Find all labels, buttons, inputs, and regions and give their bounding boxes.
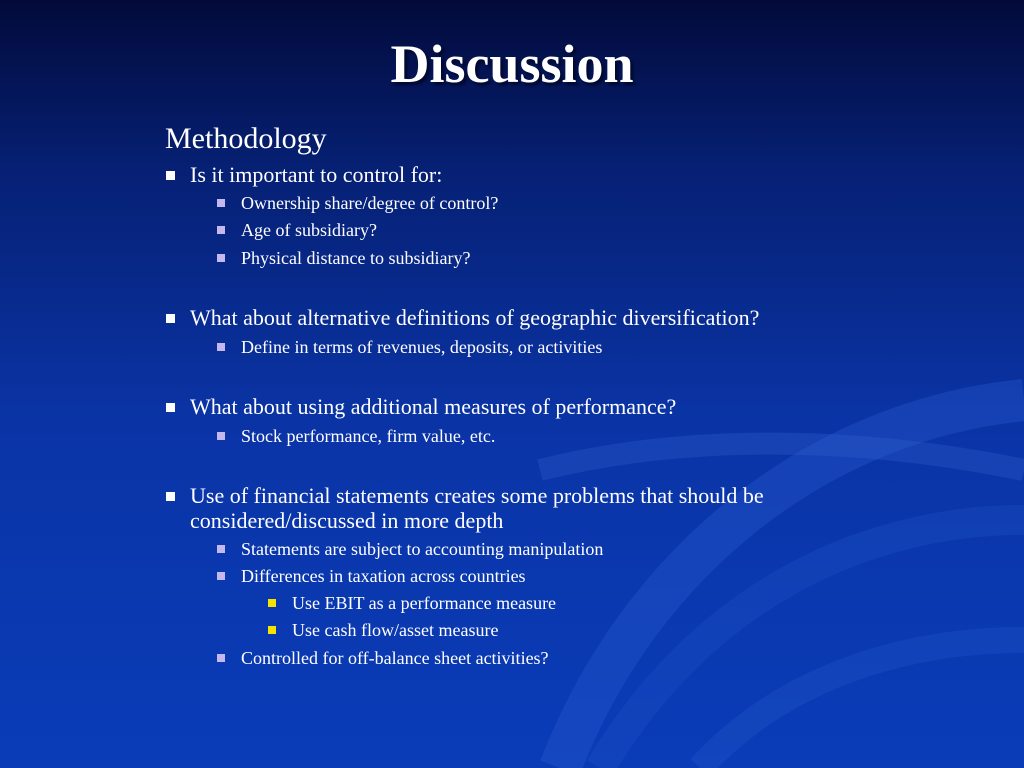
bullet-item-control-for [190,162,442,188]
bullet-text: Physical distance to subsidiary? [241,248,471,268]
bullet-text: Use of financial statements creates some problems that should be [190,483,764,508]
bullet-item-stock [241,424,495,448]
square-bullet-icon [217,432,225,440]
bullet-text: Define in terms of revenues, deposits, or activities [241,337,603,357]
bullet-item-manipulation [241,537,603,561]
slide-title: Discussion [390,34,634,94]
bullet-item-performance [190,394,676,420]
bullet-item-ownership [241,191,498,215]
bullet-text: Differences in taxation across countries [241,566,526,586]
section-heading: Methodology [165,122,327,155]
square-bullet-icon [166,403,175,412]
bullet-item-age [241,218,377,242]
square-bullet-icon [268,599,276,607]
square-bullet-icon [217,226,225,234]
bullet-item-financial-statements-continued [190,508,503,534]
bullet-text: Stock performance, firm value, etc. [241,426,496,446]
square-bullet-icon [166,314,175,323]
square-bullet-icon [166,171,175,180]
bullet-text: considered/discussed in more depth [190,508,504,533]
square-bullet-icon [217,199,225,207]
bullet-text: Controlled for off-balance sheet activities? [241,648,549,668]
bullet-item-taxation [241,564,526,588]
bullet-text: What about using additional measures of performance? [190,394,677,419]
square-bullet-icon [166,492,175,501]
bullet-text: Age of subsidiary? [241,220,377,240]
bullet-item-ebit [292,591,556,615]
bullet-text: Statements are subject to accounting manipulation [241,539,604,559]
bullet-item-cash-flow [292,618,498,642]
square-bullet-icon [217,254,225,262]
bullet-item-geographic [190,305,759,331]
bullet-text: Use cash flow/asset measure [292,620,499,640]
bullet-item-financial-statements [190,483,764,509]
bullet-text: What about alternative definitions of geographic diversification? [190,305,760,330]
square-bullet-icon [268,626,276,634]
bullet-text: Use EBIT as a performance measure [292,593,557,613]
bullet-item-define-terms [241,335,602,359]
bullet-text: Is it important to control for: [190,162,443,187]
bullet-text: Ownership share/degree of control? [241,193,499,213]
square-bullet-icon [217,572,225,580]
square-bullet-icon [217,343,225,351]
bullet-item-off-balance [241,646,549,670]
bullet-item-distance [241,246,470,270]
square-bullet-icon [217,545,225,553]
square-bullet-icon [217,654,225,662]
